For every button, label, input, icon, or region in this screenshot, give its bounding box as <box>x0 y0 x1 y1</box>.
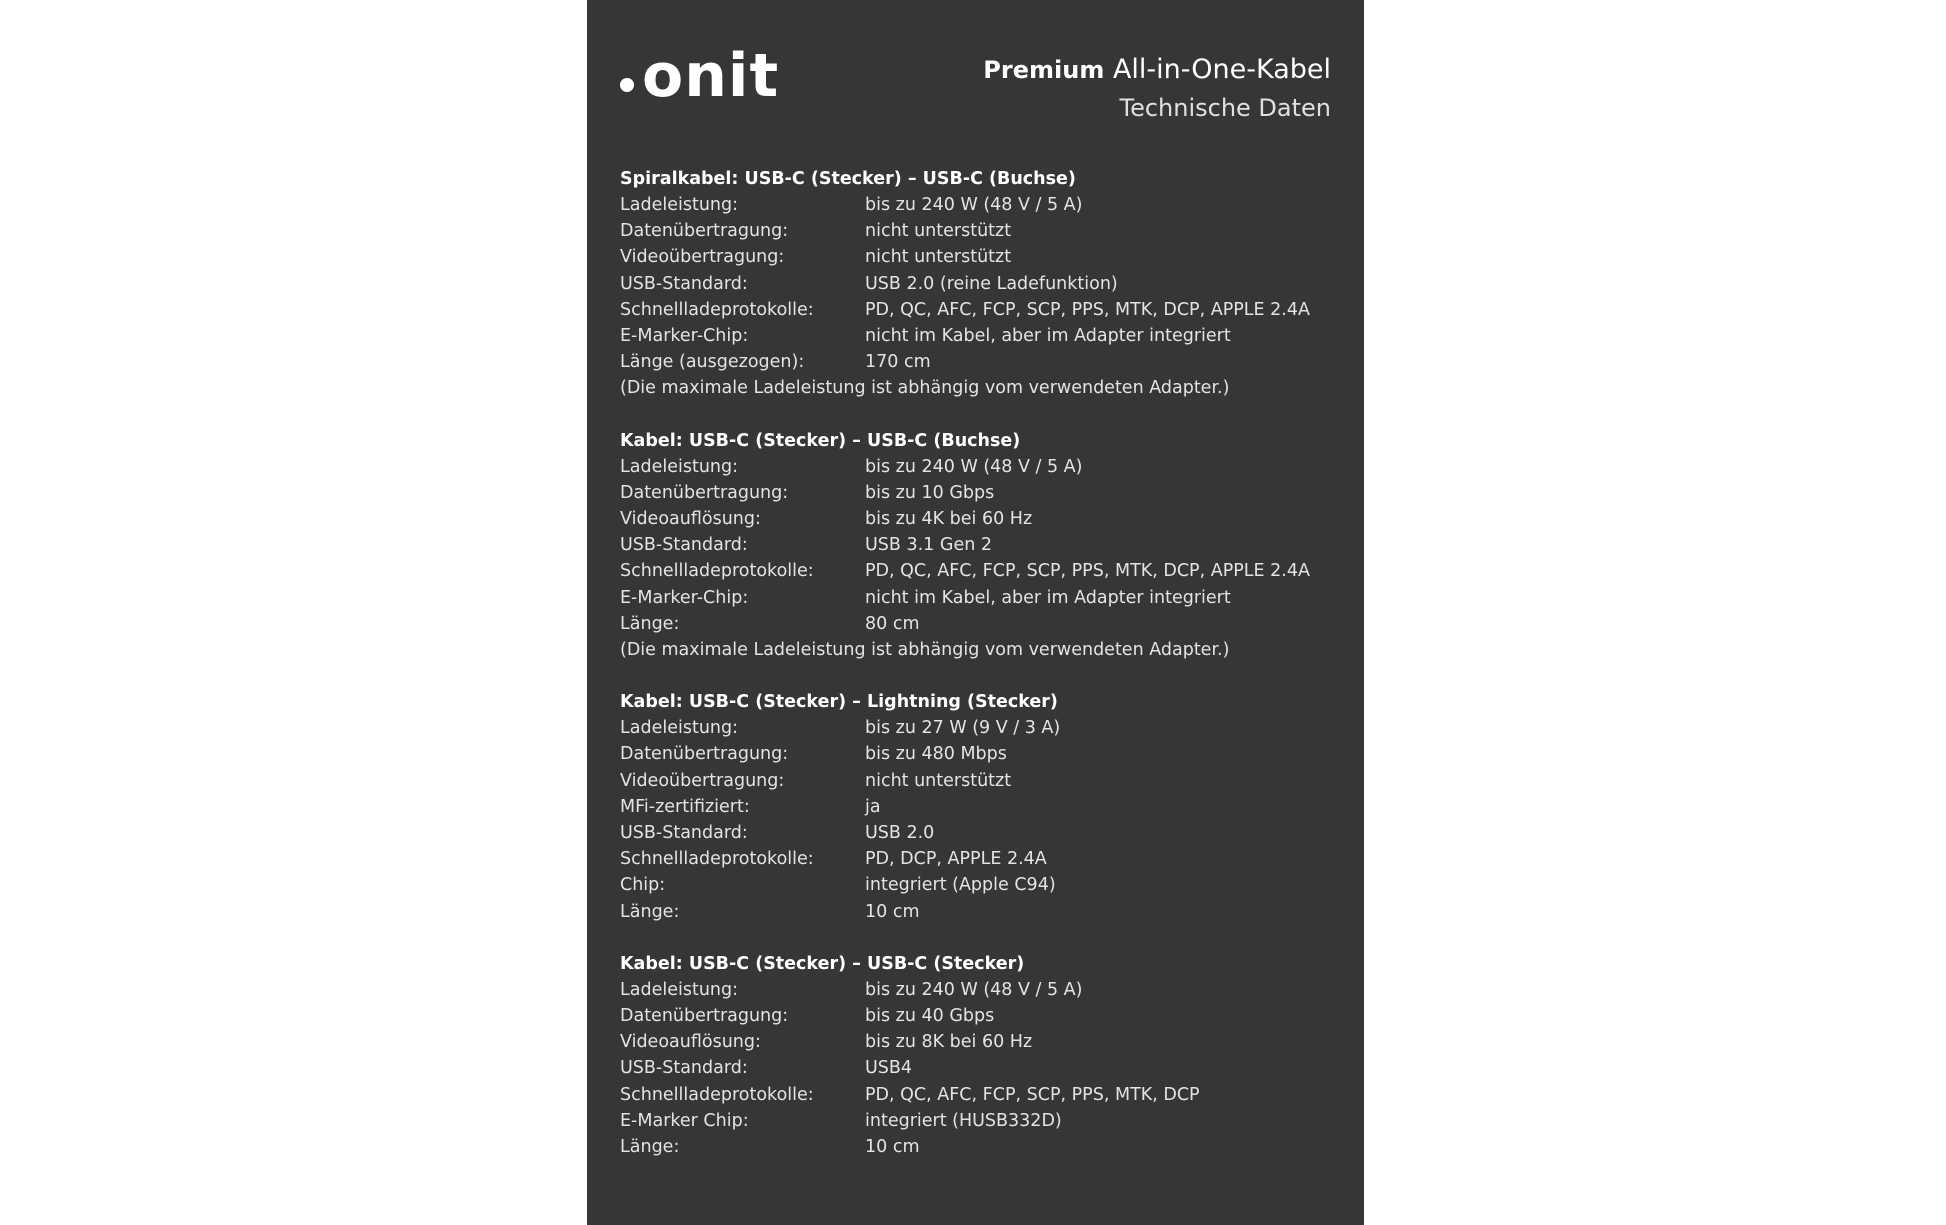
spec-value: ja <box>865 796 881 817</box>
spec-label: Datenübertragung: <box>620 1006 789 1027</box>
spec-value: bis zu 240 W (48 V / 5 A) <box>865 979 1083 1000</box>
spec-label: USB-Standard: <box>620 273 748 294</box>
spec-label: Ladeleistung: <box>620 718 739 739</box>
spec-card <box>587 0 1364 1225</box>
spec-row <box>620 271 1350 297</box>
spec-value: USB 3.1 Gen 2 <box>865 535 992 556</box>
spec-label: Datenübertragung: <box>620 744 789 765</box>
title-rest: All-in-One-Kabel <box>1112 54 1331 85</box>
spec-row <box>620 794 1350 820</box>
spec-label: E-Marker-Chip: <box>620 587 749 608</box>
section-title: Spiralkabel: USB-C (Stecker) – USB-C (Buchse) <box>620 169 1076 189</box>
spec-row <box>620 218 1350 244</box>
brand-logo <box>620 41 780 111</box>
spec-value: bis zu 8K bei 60 Hz <box>865 1032 1033 1053</box>
spec-value: 10 cm <box>865 901 920 922</box>
spec-row <box>620 1108 1350 1134</box>
spec-value: USB 2.0 <box>865 823 935 844</box>
spec-label: Länge: <box>620 1137 680 1158</box>
spec-label: Datenübertragung: <box>620 221 789 242</box>
spec-label: Länge: <box>620 613 680 634</box>
section-note: (Die maximale Ladeleistung ist abhängig vom verwendeten Adapter.) <box>620 640 1230 661</box>
spec-value: bis zu 40 Gbps <box>865 1006 995 1027</box>
spec-sections <box>620 166 1350 1186</box>
spec-label: E-Marker-Chip: <box>620 326 749 347</box>
logo-text: onit <box>642 41 780 111</box>
spec-value: nicht im Kabel, aber im Adapter integriert <box>865 587 1231 608</box>
spec-value: bis zu 10 Gbps <box>865 482 995 503</box>
spec-value: bis zu 4K bei 60 Hz <box>865 509 1033 530</box>
spec-label: Chip: <box>620 875 666 896</box>
spec-label: Schnellladeprotokolle: <box>620 1084 814 1105</box>
spec-value: integriert (Apple C94) <box>865 875 1056 896</box>
spec-row <box>620 1134 1350 1160</box>
spec-row <box>620 558 1350 584</box>
spec-row <box>620 585 1350 611</box>
spec-section <box>620 166 1350 402</box>
spec-label: Ladeleistung: <box>620 195 739 215</box>
spec-value: bis zu 240 W (48 V / 5 A) <box>865 195 1083 215</box>
spec-value: nicht unterstützt <box>865 770 1012 791</box>
spec-label: Videoübertragung: <box>620 247 785 268</box>
spec-value: USB4 <box>865 1058 913 1079</box>
spec-section <box>620 428 1350 664</box>
spec-value: bis zu 27 W (9 V / 3 A) <box>865 718 1061 739</box>
spec-row <box>620 715 1350 741</box>
spec-row <box>620 244 1350 270</box>
spec-row <box>620 1029 1350 1055</box>
spec-label: USB-Standard: <box>620 535 748 556</box>
spec-label: E-Marker Chip: <box>620 1110 749 1131</box>
document-header <box>983 52 1331 124</box>
section-note: (Die maximale Ladeleistung ist abhängig vom verwendeten Adapter.) <box>620 378 1230 399</box>
spec-label: Datenübertragung: <box>620 482 789 503</box>
spec-section <box>620 689 1350 925</box>
spec-value: nicht unterstützt <box>865 247 1012 268</box>
spec-value: PD, QC, AFC, FCP, SCP, PPS, MTK, DCP <box>865 1084 1200 1105</box>
spec-row <box>620 532 1350 558</box>
spec-label: Ladeleistung: <box>620 456 739 477</box>
spec-row <box>620 1055 1350 1081</box>
spec-section <box>620 951 1350 1160</box>
spec-row <box>620 480 1350 506</box>
title-bold: Premium <box>983 56 1105 84</box>
spec-value: nicht im Kabel, aber im Adapter integriert <box>865 326 1231 347</box>
spec-row <box>620 977 1350 1003</box>
spec-value: bis zu 240 W (48 V / 5 A) <box>865 456 1083 477</box>
spec-value: integriert (HUSB332D) <box>865 1110 1062 1131</box>
spec-value: PD, QC, AFC, FCP, SCP, PPS, MTK, DCP, APPLE 2.4A <box>865 561 1310 582</box>
spec-row <box>620 611 1350 637</box>
section-title: Kabel: USB-C (Stecker) – USB-C (Buchse) <box>620 430 1021 451</box>
spec-value: PD, DCP, APPLE 2.4A <box>865 849 1047 870</box>
spec-label: Schnellladeprotokolle: <box>620 299 814 320</box>
spec-row <box>620 899 1350 925</box>
spec-value: 80 cm <box>865 613 920 634</box>
spec-label: USB-Standard: <box>620 1058 748 1079</box>
spec-value: 10 cm <box>865 1137 920 1158</box>
document-subtitle: Technische Daten <box>1119 94 1331 122</box>
document-title <box>983 52 1331 88</box>
spec-row <box>620 297 1350 323</box>
spec-value: PD, QC, AFC, FCP, SCP, PPS, MTK, DCP, APPLE 2.4A <box>865 299 1310 320</box>
spec-row <box>620 323 1350 349</box>
spec-row <box>620 741 1350 767</box>
section-title: Kabel: USB-C (Stecker) – Lightning (Stecker) <box>620 692 1058 713</box>
spec-label: Schnellladeprotokolle: <box>620 561 814 582</box>
spec-label: Videoübertragung: <box>620 770 785 791</box>
logo-dot-icon <box>620 78 634 92</box>
spec-label: Schnellladeprotokolle: <box>620 849 814 870</box>
spec-value: USB 2.0 (reine Ladefunktion) <box>865 273 1118 294</box>
spec-value: bis zu 480 Mbps <box>865 744 1007 765</box>
spec-row <box>620 820 1350 846</box>
spec-row <box>620 872 1350 898</box>
spec-label: Ladeleistung: <box>620 979 739 1000</box>
spec-row <box>620 192 1350 218</box>
spec-label: USB-Standard: <box>620 823 748 844</box>
spec-value: nicht unterstützt <box>865 221 1012 242</box>
spec-label: Videoauflösung: <box>620 509 761 530</box>
spec-row <box>620 506 1350 532</box>
spec-label: Videoauflösung: <box>620 1032 761 1053</box>
spec-row <box>620 1003 1350 1029</box>
section-title: Kabel: USB-C (Stecker) – USB-C (Stecker) <box>620 953 1025 974</box>
spec-label: Länge: <box>620 901 680 922</box>
spec-row <box>620 454 1350 480</box>
spec-value: 170 cm <box>865 352 931 373</box>
spec-row <box>620 1082 1350 1108</box>
spec-row <box>620 846 1350 872</box>
spec-row <box>620 349 1350 375</box>
spec-label: MFi-zertifiziert: <box>620 796 750 817</box>
spec-row <box>620 768 1350 794</box>
spec-label: Länge (ausgezogen): <box>620 352 805 373</box>
